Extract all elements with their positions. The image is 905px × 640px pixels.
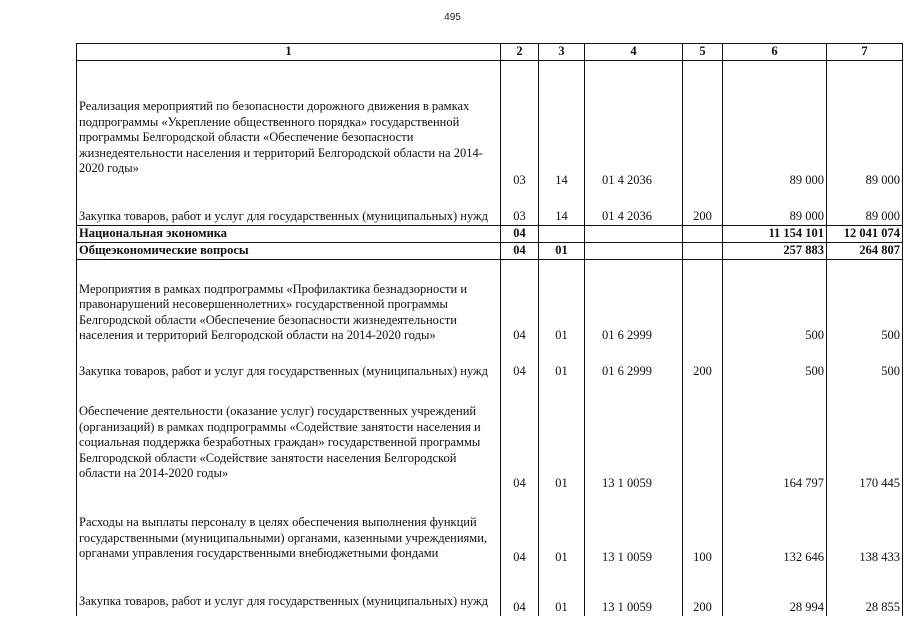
row-subsection: 01 — [539, 259, 585, 344]
row-expense-type: 200 — [683, 566, 723, 616]
row-target-code: 13 1 0059 — [585, 380, 683, 492]
row-expense-type — [683, 259, 723, 344]
row-description: Расходы на выплаты персоналу в целях обеспечения выполнения функций государственными (муниципальными) органами, казенными учреждениями, органами управления государственными внебюджетными фондами — [77, 492, 501, 566]
row-section: 04 — [501, 380, 539, 492]
row-subsection: 01 — [539, 344, 585, 380]
row-description: Общеэкономические вопросы — [77, 242, 501, 259]
row-value-col7: 28 855 — [827, 566, 903, 616]
row-section: 03 — [501, 67, 539, 189]
row-description: Реализация мероприятий по безопасности дорожного движения в рамках подпрограммы «Укрепление общественного порядка» государственной программы Белгородской области «Обеспечение безопасности жизнедеятельности населения и территорий Белгородской области на 2014-2020 годы» — [77, 67, 501, 189]
col-header-7: 7 — [827, 44, 903, 61]
row-value-col6: 11 154 101 — [723, 225, 827, 242]
row-description: Закупка товаров, работ и услуг для государственных (муниципальных) нужд — [77, 189, 501, 226]
row-value-col6: 257 883 — [723, 242, 827, 259]
row-subsection: 01 — [539, 242, 585, 259]
budget-table — [76, 43, 903, 616]
row-subsection: 14 — [539, 67, 585, 189]
row-value-col7: 500 — [827, 344, 903, 380]
row-subsection: 14 — [539, 189, 585, 226]
row-target-code: 01 6 2999 — [585, 259, 683, 344]
row-description: Обеспечение деятельности (оказание услуг) государственных учреждений (организаций) в рамках подпрограммы «Содействие занятости населения и социальная поддержка безработных граждан» государственной программы Белгородской области «Содействие занятости населения Белгородской области на 2014-2020 годы» — [77, 380, 501, 492]
row-section: 04 — [501, 566, 539, 616]
col-header-2: 2 — [501, 44, 539, 61]
table-row — [77, 225, 903, 242]
table-row — [77, 242, 903, 259]
row-expense-type — [683, 242, 723, 259]
row-value-col7: 170 445 — [827, 380, 903, 492]
table-row — [77, 189, 903, 226]
col-header-5: 5 — [683, 44, 723, 61]
table-row — [77, 380, 903, 492]
table-row — [77, 344, 903, 380]
row-value-col6: 164 797 — [723, 380, 827, 492]
col-header-4: 4 — [585, 44, 683, 61]
row-value-col6: 28 994 — [723, 566, 827, 616]
table-row — [77, 566, 903, 616]
row-description: Национальная экономика — [77, 225, 501, 242]
table-row — [77, 67, 903, 189]
row-subsection: 01 — [539, 566, 585, 616]
table-row — [77, 259, 903, 344]
row-target-code — [585, 242, 683, 259]
table-row — [77, 492, 903, 566]
col-header-6: 6 — [723, 44, 827, 61]
row-section: 04 — [501, 225, 539, 242]
row-value-col7: 89 000 — [827, 189, 903, 226]
col-header-3: 3 — [539, 44, 585, 61]
row-target-code: 01 4 2036 — [585, 189, 683, 226]
row-value-col7: 12 041 074 — [827, 225, 903, 242]
row-section: 03 — [501, 189, 539, 226]
row-target-code: 01 6 2999 — [585, 344, 683, 380]
row-value-col6: 89 000 — [723, 67, 827, 189]
row-description: Мероприятия в рамках подпрограммы «Профилактика безнадзорности и правонарушений несовершеннолетних» государственной программы Белгородской области «Обеспечение безопасности жизнедеятельности населения и территорий Белгородской области на 2014-2020 годы» — [77, 259, 501, 344]
row-target-code: 13 1 0059 — [585, 492, 683, 566]
row-expense-type — [683, 380, 723, 492]
row-value-col7: 138 433 — [827, 492, 903, 566]
row-value-col6: 132 646 — [723, 492, 827, 566]
row-subsection — [539, 225, 585, 242]
col-header-1: 1 — [77, 44, 501, 61]
row-expense-type — [683, 225, 723, 242]
row-value-col6: 500 — [723, 259, 827, 344]
row-section: 04 — [501, 259, 539, 344]
page-number: 495 — [444, 12, 461, 23]
row-value-col7: 500 — [827, 259, 903, 344]
row-subsection: 01 — [539, 492, 585, 566]
row-value-col6: 89 000 — [723, 189, 827, 226]
row-value-col7: 89 000 — [827, 67, 903, 189]
row-description: Закупка товаров, работ и услуг для государственных (муниципальных) нужд — [77, 566, 501, 616]
header-row — [77, 44, 903, 61]
row-expense-type: 200 — [683, 189, 723, 226]
row-subsection: 01 — [539, 380, 585, 492]
row-value-col6: 500 — [723, 344, 827, 380]
row-target-code — [585, 225, 683, 242]
row-expense-type: 100 — [683, 492, 723, 566]
row-section: 04 — [501, 492, 539, 566]
row-expense-type — [683, 67, 723, 189]
row-description: Закупка товаров, работ и услуг для государственных (муниципальных) нужд — [77, 344, 501, 380]
row-target-code: 13 1 0059 — [585, 566, 683, 616]
row-section: 04 — [501, 242, 539, 259]
row-section: 04 — [501, 344, 539, 380]
row-target-code: 01 4 2036 — [585, 67, 683, 189]
row-expense-type: 200 — [683, 344, 723, 380]
row-value-col7: 264 807 — [827, 242, 903, 259]
